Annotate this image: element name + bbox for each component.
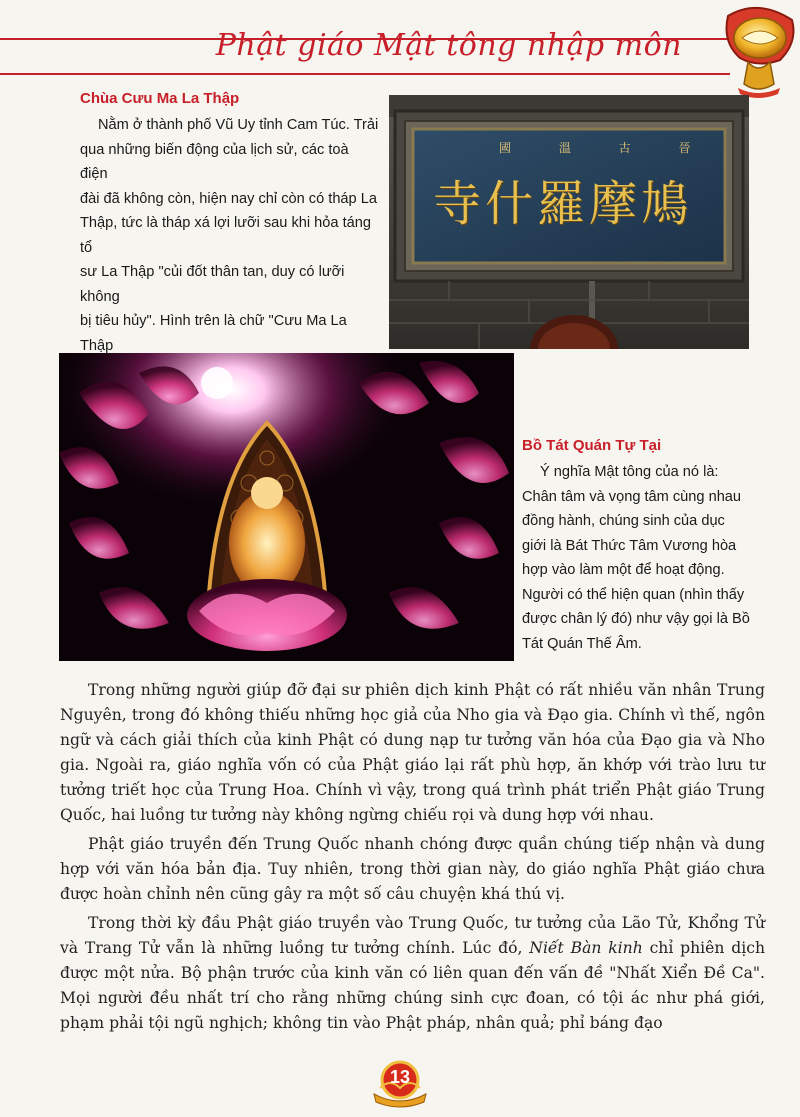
- caption-temple-body: [80, 113, 380, 383]
- running-header-title: Phật giáo Mật tông nhập môn: [215, 28, 682, 63]
- body-text-run: chỉ phiên dịch được một nửa. Bộ phận trước của kinh văn có liên quan đến vấn đề "Nhất Xiển Đề Ca". Mọi người đều nhất trí cho rằng những chúng sinh cực đoan, có tội ác như phá giới, phạm phải tội ngũ nghịch; không tin vào Phật pháp, nhân quả; phỉ báng đạo: [60, 939, 765, 1032]
- header-rule-bottom: [0, 73, 730, 75]
- caption-bodhisattva-body: [522, 460, 754, 656]
- plaque-main-inscription: 寺什羅摩鳩: [433, 176, 694, 232]
- book-title-italic: Niết Bàn kinh: [529, 939, 643, 957]
- bodhisattva-photo: [59, 353, 514, 661]
- caption-temple: [80, 90, 380, 383]
- caption-bodhisattva-line: hợp vào làm một để hoạt động.: [522, 562, 725, 578]
- body-paragraph: [60, 911, 765, 1036]
- body-paragraph: Phật giáo truyền đến Trung Quốc nhanh chóng được quần chúng tiếp nhận và dung hợp với văn hóa bản địa. Tuy nhiên, trong thời gian này, do giáo nghĩa Phật giáo chưa được hoàn chỉnh nên cũng gây ra một số câu chuyện khá thú vị.: [60, 835, 765, 903]
- caption-bodhisattva-line: Chân tâm và vọng tâm cùng nhau: [522, 488, 742, 505]
- temple-plaque-photo: [389, 95, 749, 349]
- caption-temple-line: sư La Thập "củi đốt thân tan, duy có lưỡi không: [80, 264, 345, 305]
- caption-bodhisattva-line: đồng hành, chúng sinh của dục: [522, 513, 725, 529]
- caption-bodhisattva-title: Bồ Tát Quán Tự Tại: [522, 437, 662, 454]
- caption-temple-line: qua những biến động của lịch sử, các toà điện: [80, 141, 349, 182]
- caption-temple-line: Thập, tức là tháp xá lợi lưỡi sau khi hỏa táng tổ: [80, 215, 371, 256]
- caption-bodhisattva-line: Người có thể hiện quan (nhìn thấy: [522, 586, 745, 603]
- body-paragraph: Trong những người giúp đỡ đại sư phiên dịch kinh Phật có rất nhiều văn nhân Trung Nguyên, trong đó không thiếu những học giả của Nho gia và Đạo gia. Chính vì thế, ngôn ngữ và cách giải thích của kinh Phật có dung nạp tư tưởng văn hóa của Đạo gia và Nho gia. Ngoài ra, giáo nghĩa vốn có của Phật giáo lại rất phù hợp, ăn khớp với trào lưu tư tưởng triết học của Trung Hoa. Chính vì vậy, trong quá trình phát triển Phật giáo Trung Quốc, hai luồng tư tưởng này không ngừng chiếu rọi và dung hợp với nhau.: [60, 681, 765, 824]
- plaque-small-inscription: 國 溫 古 晉: [499, 141, 713, 155]
- caption-temple-line: Nằm ở thành phố Vũ Uy tỉnh Cam Túc. Trải: [98, 117, 379, 133]
- conch-shell-icon: [718, 2, 800, 98]
- caption-bodhisattva-line: Tát Quán Thế Âm.: [522, 635, 642, 652]
- caption-bodhisattva-line: giới là Bát Thức Tâm Vương hòa: [522, 537, 737, 554]
- caption-temple-line: đài đã không còn, hiện nay chỉ còn có tháp La: [80, 190, 377, 207]
- page-number-badge: [370, 1058, 430, 1108]
- caption-bodhisattva-line: Ý nghĩa Mật tông của nó là:: [540, 464, 719, 480]
- body-text: [60, 678, 765, 1040]
- body-text-run: Trong thời kỳ đầu Phật giáo truyền vào Trung Quốc, tư tưởng của Lão Tử, Khổng Tử và Trang Tử vẫn là những luồng tư tưởng chính. Lúc đó,: [60, 914, 765, 957]
- caption-bodhisattva-line: được chân lý đó) như vậy gọi là Bồ: [522, 611, 750, 627]
- caption-temple-line: bị tiêu hủy". Hình trên là chữ "Cưu Ma La Thập: [80, 313, 347, 354]
- page-number: 13: [389, 1067, 411, 1087]
- caption-temple-title: Chùa Cưu Ma La Thập: [80, 90, 240, 107]
- caption-bodhisattva: [522, 437, 754, 656]
